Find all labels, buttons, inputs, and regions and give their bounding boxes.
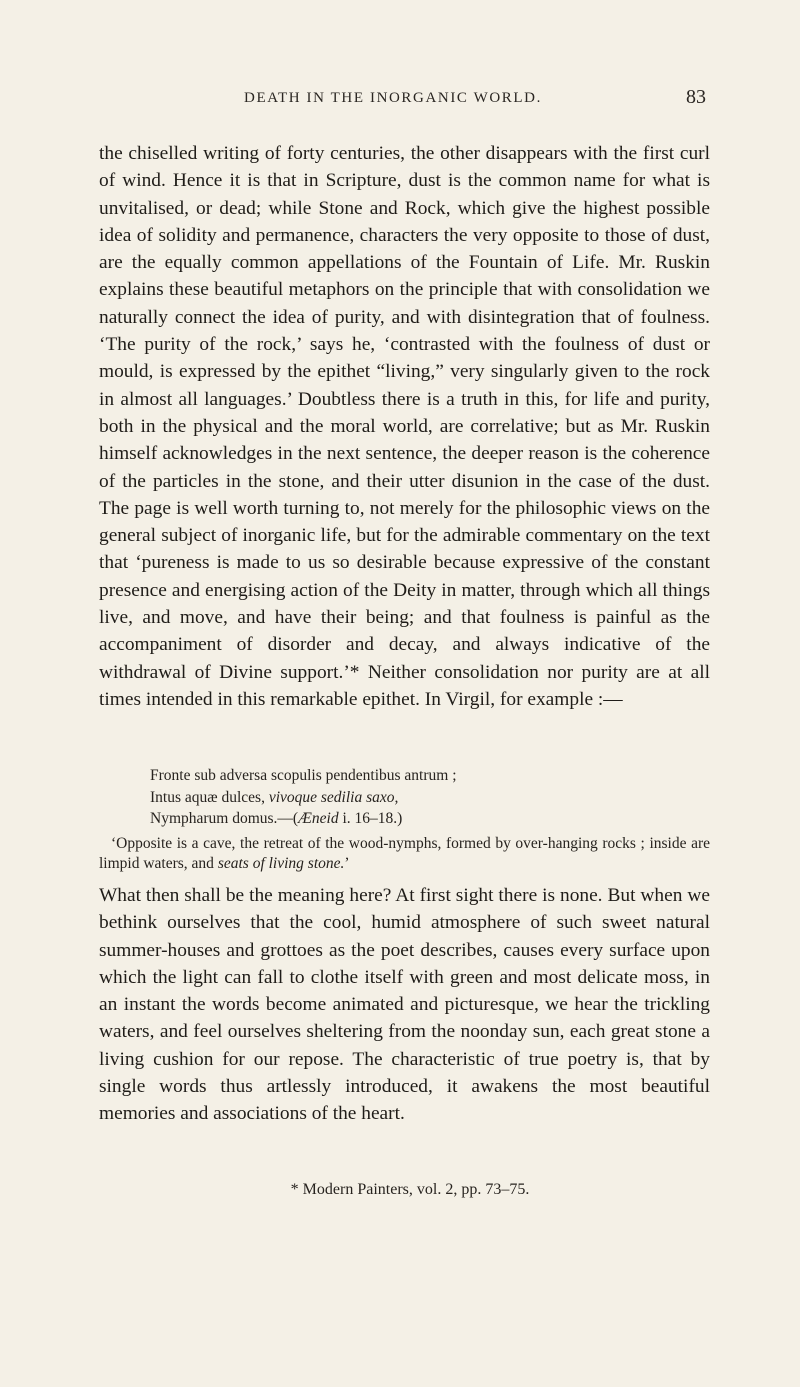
quote-line-3 [150,808,670,830]
footnote: * Modern Painters, vol. 2, pp. 73–75. [290,1181,530,1198]
quote-translation [99,834,710,874]
body-paragraph-1-container [99,140,710,713]
latin-quotation [150,765,670,830]
body-paragraph-2-container [99,882,710,1128]
translation-prefix: ‘Opposite is a cave, the retreat of the wood-nymphs, formed by over-hanging rocks ; inside are limpid waters, and [99,835,710,872]
quote-line-3-end: i. 16–18.) [338,810,403,827]
page-number: 83 [686,86,706,108]
quote-line-2 [150,787,670,809]
quote-line-2-text: Intus aquæ dulces, [150,788,269,806]
quote-line-2-italic: vivoque sedilia saxo, [268,788,399,806]
body-paragraph-1: the chiselled writing of forty centuries, the other disappears with the first curl of wind. Hence it is that in Scripture, dust is the common name for what is unvitalised, or dead; while Stone and Rock, which give the highest possible idea of solidity and permanence, characters the very opposite to those of dust, are the equally common appellations of the Fountain of Life. Mr. Ruskin explains these beautiful metaphors on the principle that with consolidation we naturally connect the idea of purity, and with disintegration that of foulness. ‘The purity of the rock,’ says he, ‘contrasted with the foulness of dust or mould, is expressed by the epithet “living,” very singularly given to the rock in almost all languages.’ Doubtless there is a truth in this, for life and purity, both in the physical and the moral world, are correlative; but as Mr. Ruskin himself acknowledges in the next sentence, the deeper reason is the coherence of the particles in the stone, and their utter disunion in the case of the dust. The page is well worth turning to, not merely for the philosophic views on the general subject of inorganic life, but for the admirable commentary on the text that ‘pureness is made to us so desirable because expressive of the constant presence and energising action of the Deity in matter, through which all things live, and move, and have their being; and that foulness is painful as the accompaniment of disorder and decay, and always indicative of the withdrawal of Divine support.’* Neither consolidation nor purity are at all times intended in this remarkable epithet. In Virgil, for example :— [99,143,710,710]
body-paragraph-2: What then shall be the meaning here? At first sight there is none. But when we bethink ourselves that the cool, humid atmosphere of such sweet natural summer-houses and grottoes as the poet describes, causes every surface upon which the light can fall to clothe itself with green and most delicate moss, in an instant the words become animated and picturesque, we hear the trickling waters, and feel ourselves sheltering from the noonday sun, each great stone a living cushion for our repose. The characteristic of true poetry is, that by single words thus artlessly introduced, it awakens the most beautiful memories and associations of the heart. [99,885,710,1125]
quote-line-1: Fronte sub adversa scopulis pendentibus antrum ; [150,767,457,784]
quote-line-3-text: Nympharum domus.—( [150,810,299,827]
running-head: DEATH IN THE INORGANIC WORLD. [244,90,542,106]
quote-line-3-italic: Æneid [298,810,339,827]
translation-suffix: ’ [344,855,350,872]
translation-italic: seats of living stone. [217,855,345,872]
